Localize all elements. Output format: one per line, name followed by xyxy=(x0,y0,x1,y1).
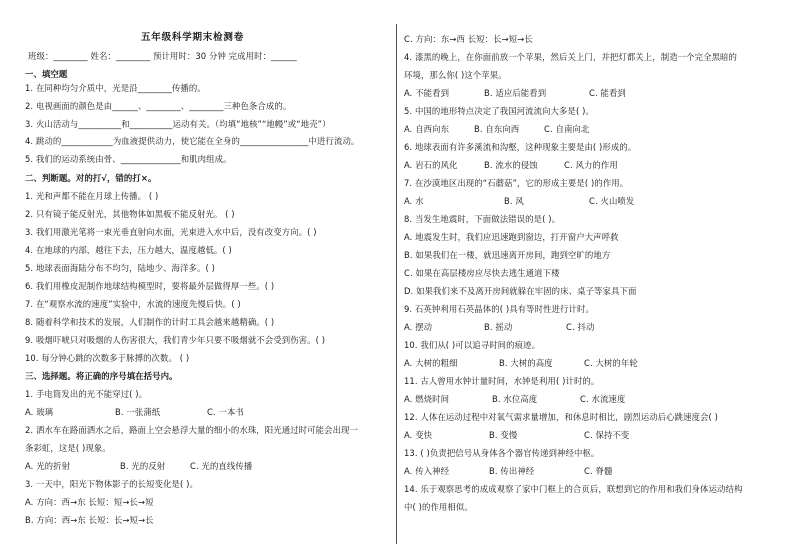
option: C. 大树的年轮 xyxy=(584,358,638,368)
question-3-14-line1: 14. 乐于观察思考的成成观察了家中门框上的合页后，联想到它的作用和我们身体运动结构 xyxy=(404,484,743,494)
question-3-6: 6. 地球表面有许多溪流和沟壑，这种现象主要是由( )形成的。 xyxy=(404,142,637,152)
question-3-8-option-d: D. 如果我们来不及离开房间就躲在牢固的床、桌子等家具下面 xyxy=(404,286,637,296)
question-2-5: 5. 地球表面海陆分布不均匀，陆地少、海洋多。( ) xyxy=(25,263,215,273)
option: B. 水位高度 xyxy=(492,394,538,404)
question-3-4-line2: 环境，那么你( )这个苹果。 xyxy=(404,70,507,80)
option: B. 传出神经 xyxy=(489,466,535,476)
question-2-3: 3. 我们用激光笔将一束光垂直射向水面，光束进入水中后，没有改变方向。( ) xyxy=(25,227,317,237)
option: B. 适应后能看到 xyxy=(484,88,547,98)
question-3-14-line2: 中( )的作用相似。 xyxy=(404,502,473,512)
question-3-4-line1: 4. 漆黑的晚上，在你面前放一个苹果，然后关上门，并把灯都关上，制造一个完全黑暗的 xyxy=(404,52,737,62)
option: A. 燃烧时间 xyxy=(404,394,450,404)
question-3-12: 12. 人体在运动过程中对氧气需求量增加，和休息时相比，剧烈运动后心跳速度会( ) xyxy=(404,412,719,422)
option: A. 传入神经 xyxy=(404,466,450,476)
option: B. 自东向西 xyxy=(474,124,520,134)
question-3-3-option-a: A. 方向：西→东 长短：短→长→短 xyxy=(25,497,154,507)
option: B. 风 xyxy=(504,196,524,206)
question-2-7: 7. 在“观察水流的速度”实验中，水流的速度先慢后快。( ) xyxy=(25,299,241,309)
option: A. 岩石的风化 xyxy=(404,160,458,170)
option: A. 光的折射 xyxy=(25,461,71,471)
section-choice: 三、选择题。将正确的序号填在括号内。 xyxy=(25,371,178,381)
question-3-7: 7. 在沙漠地区出现的“石蘑菇”，它的形成主要是( )的作用。 xyxy=(404,178,629,188)
option: B. 一张蒲纸 xyxy=(115,407,161,417)
question-3-8-option-b: B. 如果我们在一楼，就迅速离开房间，跑到空旷的地方 xyxy=(404,250,611,260)
question-3-5: 5. 中国的地形特点决定了我国河流流向大多是( )。 xyxy=(404,106,594,116)
option: A. 大树的粗细 xyxy=(404,358,458,368)
option: B. 摇动 xyxy=(484,322,513,332)
option: A. 自西向东 xyxy=(404,124,450,134)
question-3-3-option-b: B. 方向：西→东 长短：长→短→长 xyxy=(25,515,154,525)
option: B. 变慢 xyxy=(489,430,518,440)
question-3-10: 10. 我们从( )可以追寻时间的痕迹。 xyxy=(404,340,541,350)
option: B. 流水的侵蚀 xyxy=(484,160,538,170)
question-3-1: 1. 手电筒发出的光不能穿过( )。 xyxy=(25,389,148,399)
question-3-2-line1: 2. 洒水车在路面洒水之后，路面上空会悬浮大量的细小的水珠，阳光通过时可能会出现一 xyxy=(25,425,358,435)
option: A. 变快 xyxy=(404,430,433,440)
question-3-3: 3. 一天中，阳光下物体影子的长短变化是( )。 xyxy=(25,479,198,489)
question-2-4: 4. 在地球的内部，越往下去，压力越大，温度越低。( ) xyxy=(25,245,232,255)
question-2-2: 2. 只有镜子能反射光，其他物体如黑板不能反射光。 ( ) xyxy=(25,209,235,219)
option: B. 大树的高度 xyxy=(499,358,553,368)
option: A. 水 xyxy=(404,196,424,206)
question-2-8: 8. 随着科学和技术的发展，人们制作的计时工具会越来越精确。( ) xyxy=(25,317,275,327)
option: A. 玻璃 xyxy=(25,407,54,417)
question-1-2: 2. 电视画面的颜色是由______、________、________三种色条合成的。 xyxy=(25,101,292,111)
option: C. 保持不变 xyxy=(584,430,630,440)
question-2-6: 6. 我们用橡皮泥制作地球结构模型时，要将最外层做得厚一些。( ) xyxy=(25,281,275,291)
question-2-9: 9. 吸烟吓唬只对吸烟的人伤害很大，我们青少年只要不吸烟就不会受到伤害。( ) xyxy=(25,335,326,345)
question-3-13: 13. ( )负责把信号从身体各个器官传递到神经中枢。 xyxy=(404,448,600,458)
option: A. 摆动 xyxy=(404,322,433,332)
question-1-1: 1. 在同种均匀介质中，光是沿________传播的。 xyxy=(25,83,206,93)
section-true-false: 二、判断题。对的打√，错的打×。 xyxy=(25,173,157,183)
question-1-4: 4. 跳动的____________为血液提供动力，使它能在全身的________________中进行流动。 xyxy=(25,136,360,146)
question-2-1: 1. 光和声都不能在月球上传播。 ( ) xyxy=(25,191,159,201)
question-3-3-option-c: C. 方向：东→西 长短：长→短→长 xyxy=(404,34,533,44)
option: C. 光的直线传播 xyxy=(190,461,253,471)
page-title: 五年级科学期末检测卷 xyxy=(141,32,245,43)
question-3-8-option-c: C. 如果在高层楼房应尽快去逃生通道下楼 xyxy=(404,268,560,278)
option: C. 自南向北 xyxy=(544,124,590,134)
option: C. 抖动 xyxy=(566,322,595,332)
option: C. 水流速度 xyxy=(580,394,626,404)
question-3-8-option-a: A. 地震发生时，我们应迅速跑到窗边，打开窗户大声呼救 xyxy=(404,232,619,242)
question-1-3: 3. 火山活动与__________和__________运动有关。（均填“地核”“地幔”或“地壳”） xyxy=(25,119,331,129)
option: C. 风力的作用 xyxy=(564,160,618,170)
option: C. 火山喷发 xyxy=(589,196,635,206)
option: C. 脊髓 xyxy=(584,466,613,476)
section-fill-blank: 一、填空题 xyxy=(25,69,68,79)
option: B. 光的反射 xyxy=(120,461,166,471)
option: C. 一本书 xyxy=(207,407,244,417)
question-3-9: 9. 石英钟利用石英晶体的( )具有等时性进行计时。 xyxy=(404,304,594,314)
column-divider xyxy=(396,24,397,544)
student-info-line: 班级：________ 姓名：________ 预计用时：30 分钟 完成用时：______ xyxy=(28,51,297,61)
option: C. 能看到 xyxy=(589,88,626,98)
question-3-8: 8. 当发生地震时，下面做法错误的是( )。 xyxy=(404,214,561,224)
question-1-5: 5. 我们的运动系统由骨、______________和肌肉组成。 xyxy=(25,154,232,164)
option: A. 不能看到 xyxy=(404,88,450,98)
question-2-10: 10. 每分钟心跳的次数多于脉搏的次数。 ( ) xyxy=(25,353,190,363)
question-3-2-line2: 条彩虹，这是( )现象。 xyxy=(25,443,111,453)
question-3-11: 11. 古人曾用水钟计量时间，水钟是利用( )计时的。 xyxy=(404,376,600,386)
